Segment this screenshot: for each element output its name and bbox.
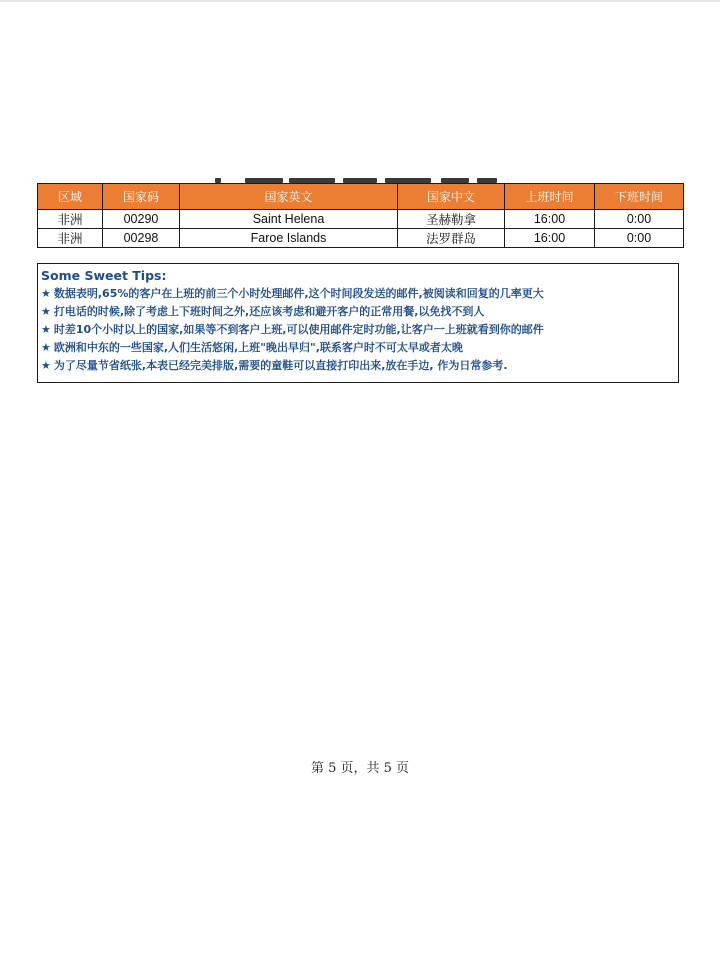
star-icon: ★ <box>41 341 51 354</box>
header-country-chinese: 国家中文 <box>398 184 505 210</box>
header-country-code: 国家码 <box>103 184 180 210</box>
page-number-footer: 第 5 页，共 5 页 <box>310 761 410 776</box>
table-row <box>38 229 684 248</box>
work-hours-table <box>37 183 684 248</box>
star-icon: ★ <box>41 305 51 318</box>
tip-item <box>41 303 678 321</box>
tips-box <box>37 263 679 383</box>
header-start-time: 上班时间 <box>505 184 595 210</box>
tip-text: 为了尽量节省纸张,本表已经完美排版,需要的童鞋可以直接打印出来,放在手边, 作为日常参考. <box>53 359 508 372</box>
tip-item <box>41 285 678 303</box>
cell-country-chinese: 圣赫勒拿 <box>398 210 505 229</box>
cell-country-code: 00298 <box>103 229 180 248</box>
tip-item <box>41 321 678 339</box>
star-icon: ★ <box>41 323 51 336</box>
header-country-english: 国家英文 <box>180 184 398 210</box>
tips-title: Some Sweet Tips: <box>41 268 167 283</box>
star-icon: ★ <box>41 287 51 300</box>
top-divider <box>0 0 720 2</box>
cell-country-code: 00290 <box>103 210 180 229</box>
tip-text: 时差10个小时以上的国家,如果等不到客户上班,可以使用邮件定时功能,让客户一上班就看到你的邮件 <box>53 323 544 336</box>
cell-end-time: 0:00 <box>595 210 684 229</box>
tip-item <box>41 339 678 357</box>
cell-country-chinese: 法罗群岛 <box>398 229 505 248</box>
cell-country-english: Saint Helena <box>180 210 398 229</box>
cell-start-time: 16:00 <box>505 210 595 229</box>
table-row <box>38 210 684 229</box>
cell-country-english: Faroe Islands <box>180 229 398 248</box>
tip-text: 欧洲和中东的一些国家,人们生活悠闲,上班"晚出早归",联系客户时不可太早或者太晚 <box>53 341 463 354</box>
header-end-time: 下班时间 <box>595 184 684 210</box>
tip-text: 打电话的时候,除了考虑上下班时间之外,还应该考虑和避开客户的正常用餐,以免找不到人 <box>53 305 485 318</box>
star-icon: ★ <box>41 359 51 372</box>
header-region: 区域 <box>38 184 103 210</box>
cell-region: 非洲 <box>38 229 103 248</box>
cut-off-title <box>215 162 505 184</box>
tip-text: 数据表明,65%的客户在上班的前三个小时处理邮件,这个时间段发送的邮件,被阅读和回复的几率更大 <box>53 287 544 300</box>
table-header-row <box>38 184 684 210</box>
cell-start-time: 16:00 <box>505 229 595 248</box>
cell-end-time: 0:00 <box>595 229 684 248</box>
cell-region: 非洲 <box>38 210 103 229</box>
tip-item <box>41 357 678 375</box>
